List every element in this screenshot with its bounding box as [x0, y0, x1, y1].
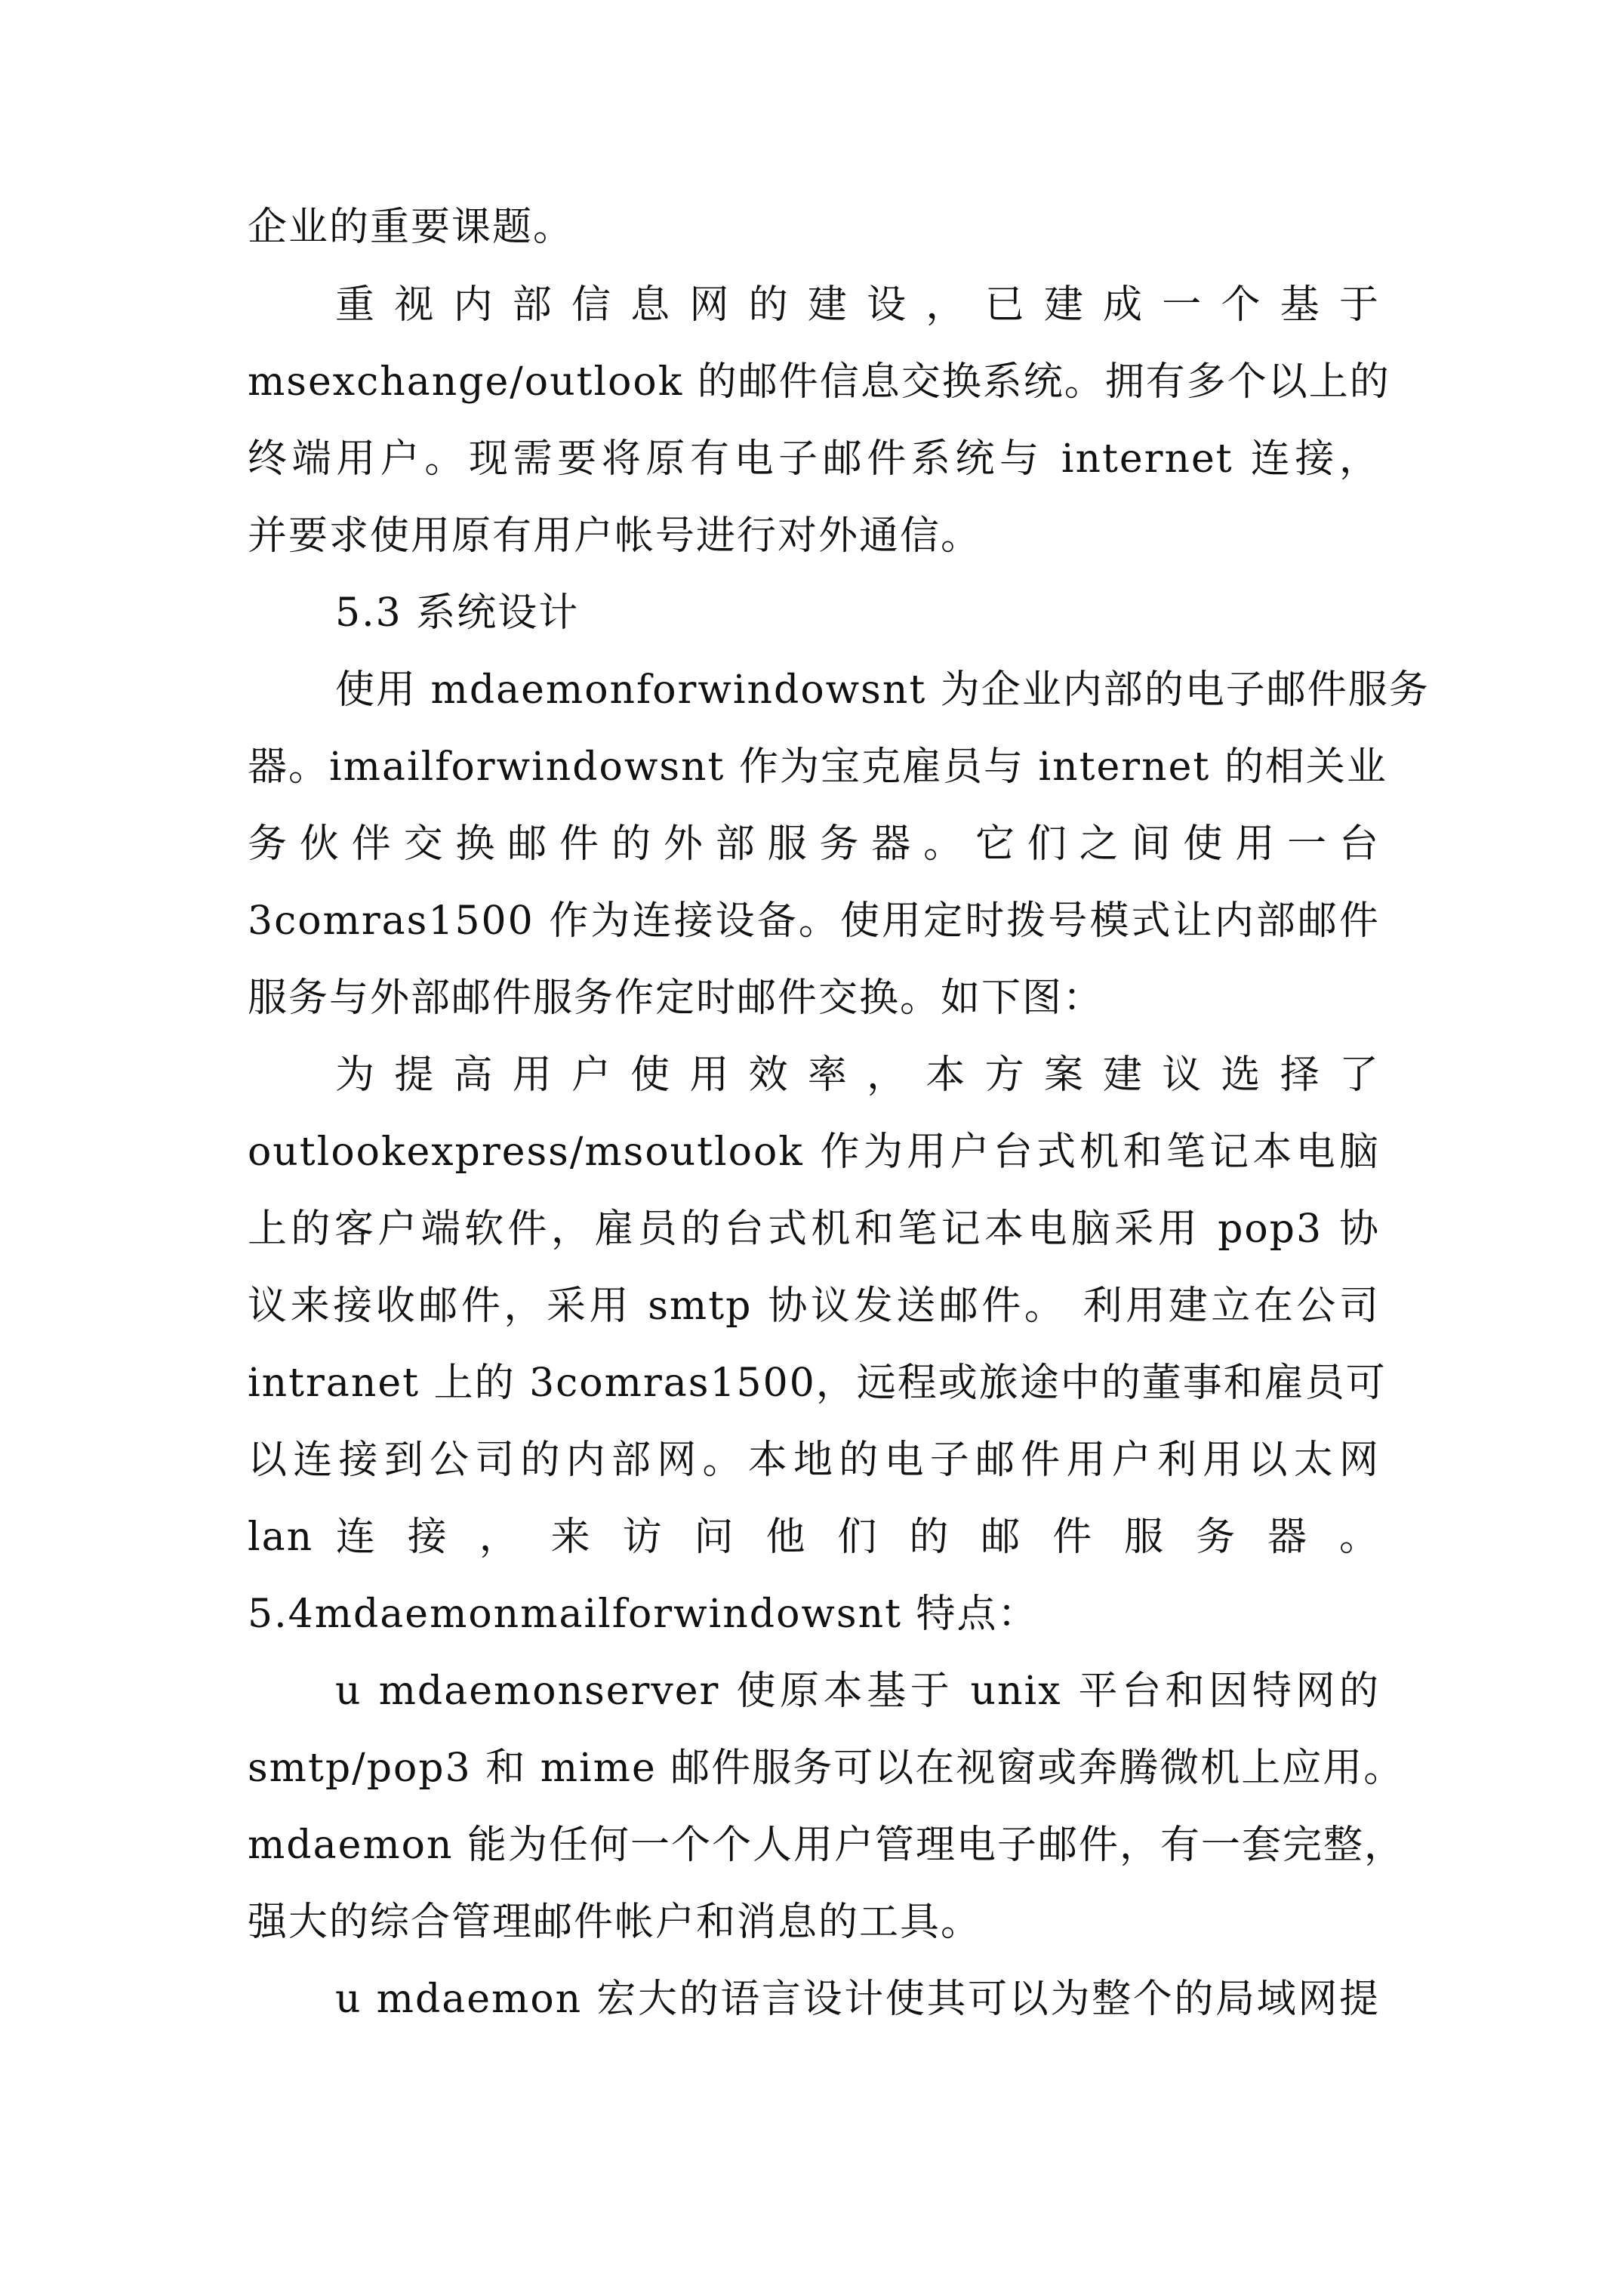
text-line: lan 连 接 ， 来 访 问 他 们 的 邮 件 服 务 器 。	[248, 1515, 1380, 1560]
text-line: 务伙伴交换邮件的外部服务器。它们之间使用一台	[248, 821, 1380, 867]
text-line: outlookexpress/msoutlook 作为用户台式机和笔记本电脑	[248, 1130, 1380, 1175]
text-line: msexchange/outlook 的邮件信息交换系统。拥有多个以上的	[248, 359, 1390, 405]
text-line: 并要求使用原有用户帐号进行对外通信。	[248, 513, 982, 559]
section-heading: 5.3 系统设计	[335, 590, 580, 636]
text-line: 重视内部信息网的建设，已建成一个基于	[335, 282, 1380, 328]
text-line: 以连接到公司的内部网。本地的电子邮件用户利用以太网	[248, 1438, 1380, 1483]
text-line: 企业的重要课题。	[248, 205, 574, 250]
text-line: 为提高用户使用效率，本方案建议选择了	[335, 1052, 1380, 1098]
bullet-line: u mdaemonserver 使原本基于 unix 平台和因特网的	[335, 1669, 1380, 1714]
text-line: intranet 上的 3comras1500，远程或旅途中的董事和雇员可	[248, 1361, 1387, 1406]
text-line: 服务与外部邮件服务作定时邮件交换。如下图：	[248, 975, 1104, 1021]
text-line: 终端用户。现需要将原有电子邮件系统与 internet 连接，	[248, 436, 1380, 482]
text-line: 器。imailforwindowsnt 作为宝克雇员与 internet 的相关业	[248, 744, 1387, 790]
text-line: 强大的综合管理邮件帐户和消息的工具。	[248, 1900, 982, 1945]
text-line: 议来接收邮件，采用 smtp 协议发送邮件。 利用建立在公司	[248, 1284, 1380, 1329]
text-line: 使用 mdaemonforwindowsnt 为企业内部的电子邮件服务	[335, 667, 1430, 713]
text-line: smtp/pop3 和 mime 邮件服务可以在视窗或奔腾微机上应用。	[248, 1746, 1405, 1791]
text-line: 上的客户端软件，雇员的台式机和笔记本电脑采用 pop3 协	[248, 1207, 1380, 1252]
section-heading: 5.4mdaemonmailforwindowsnt 特点：	[248, 1592, 1039, 1637]
text-line: 3comras1500 作为连接设备。使用定时拨号模式让内部邮件	[248, 898, 1380, 944]
text-line: mdaemon 能为任何一个个人用户管理电子邮件，有一套完整，	[248, 1823, 1406, 1868]
bullet-line: u mdaemon 宏大的语言设计使其可以为整个的局域网提	[335, 1977, 1380, 2022]
